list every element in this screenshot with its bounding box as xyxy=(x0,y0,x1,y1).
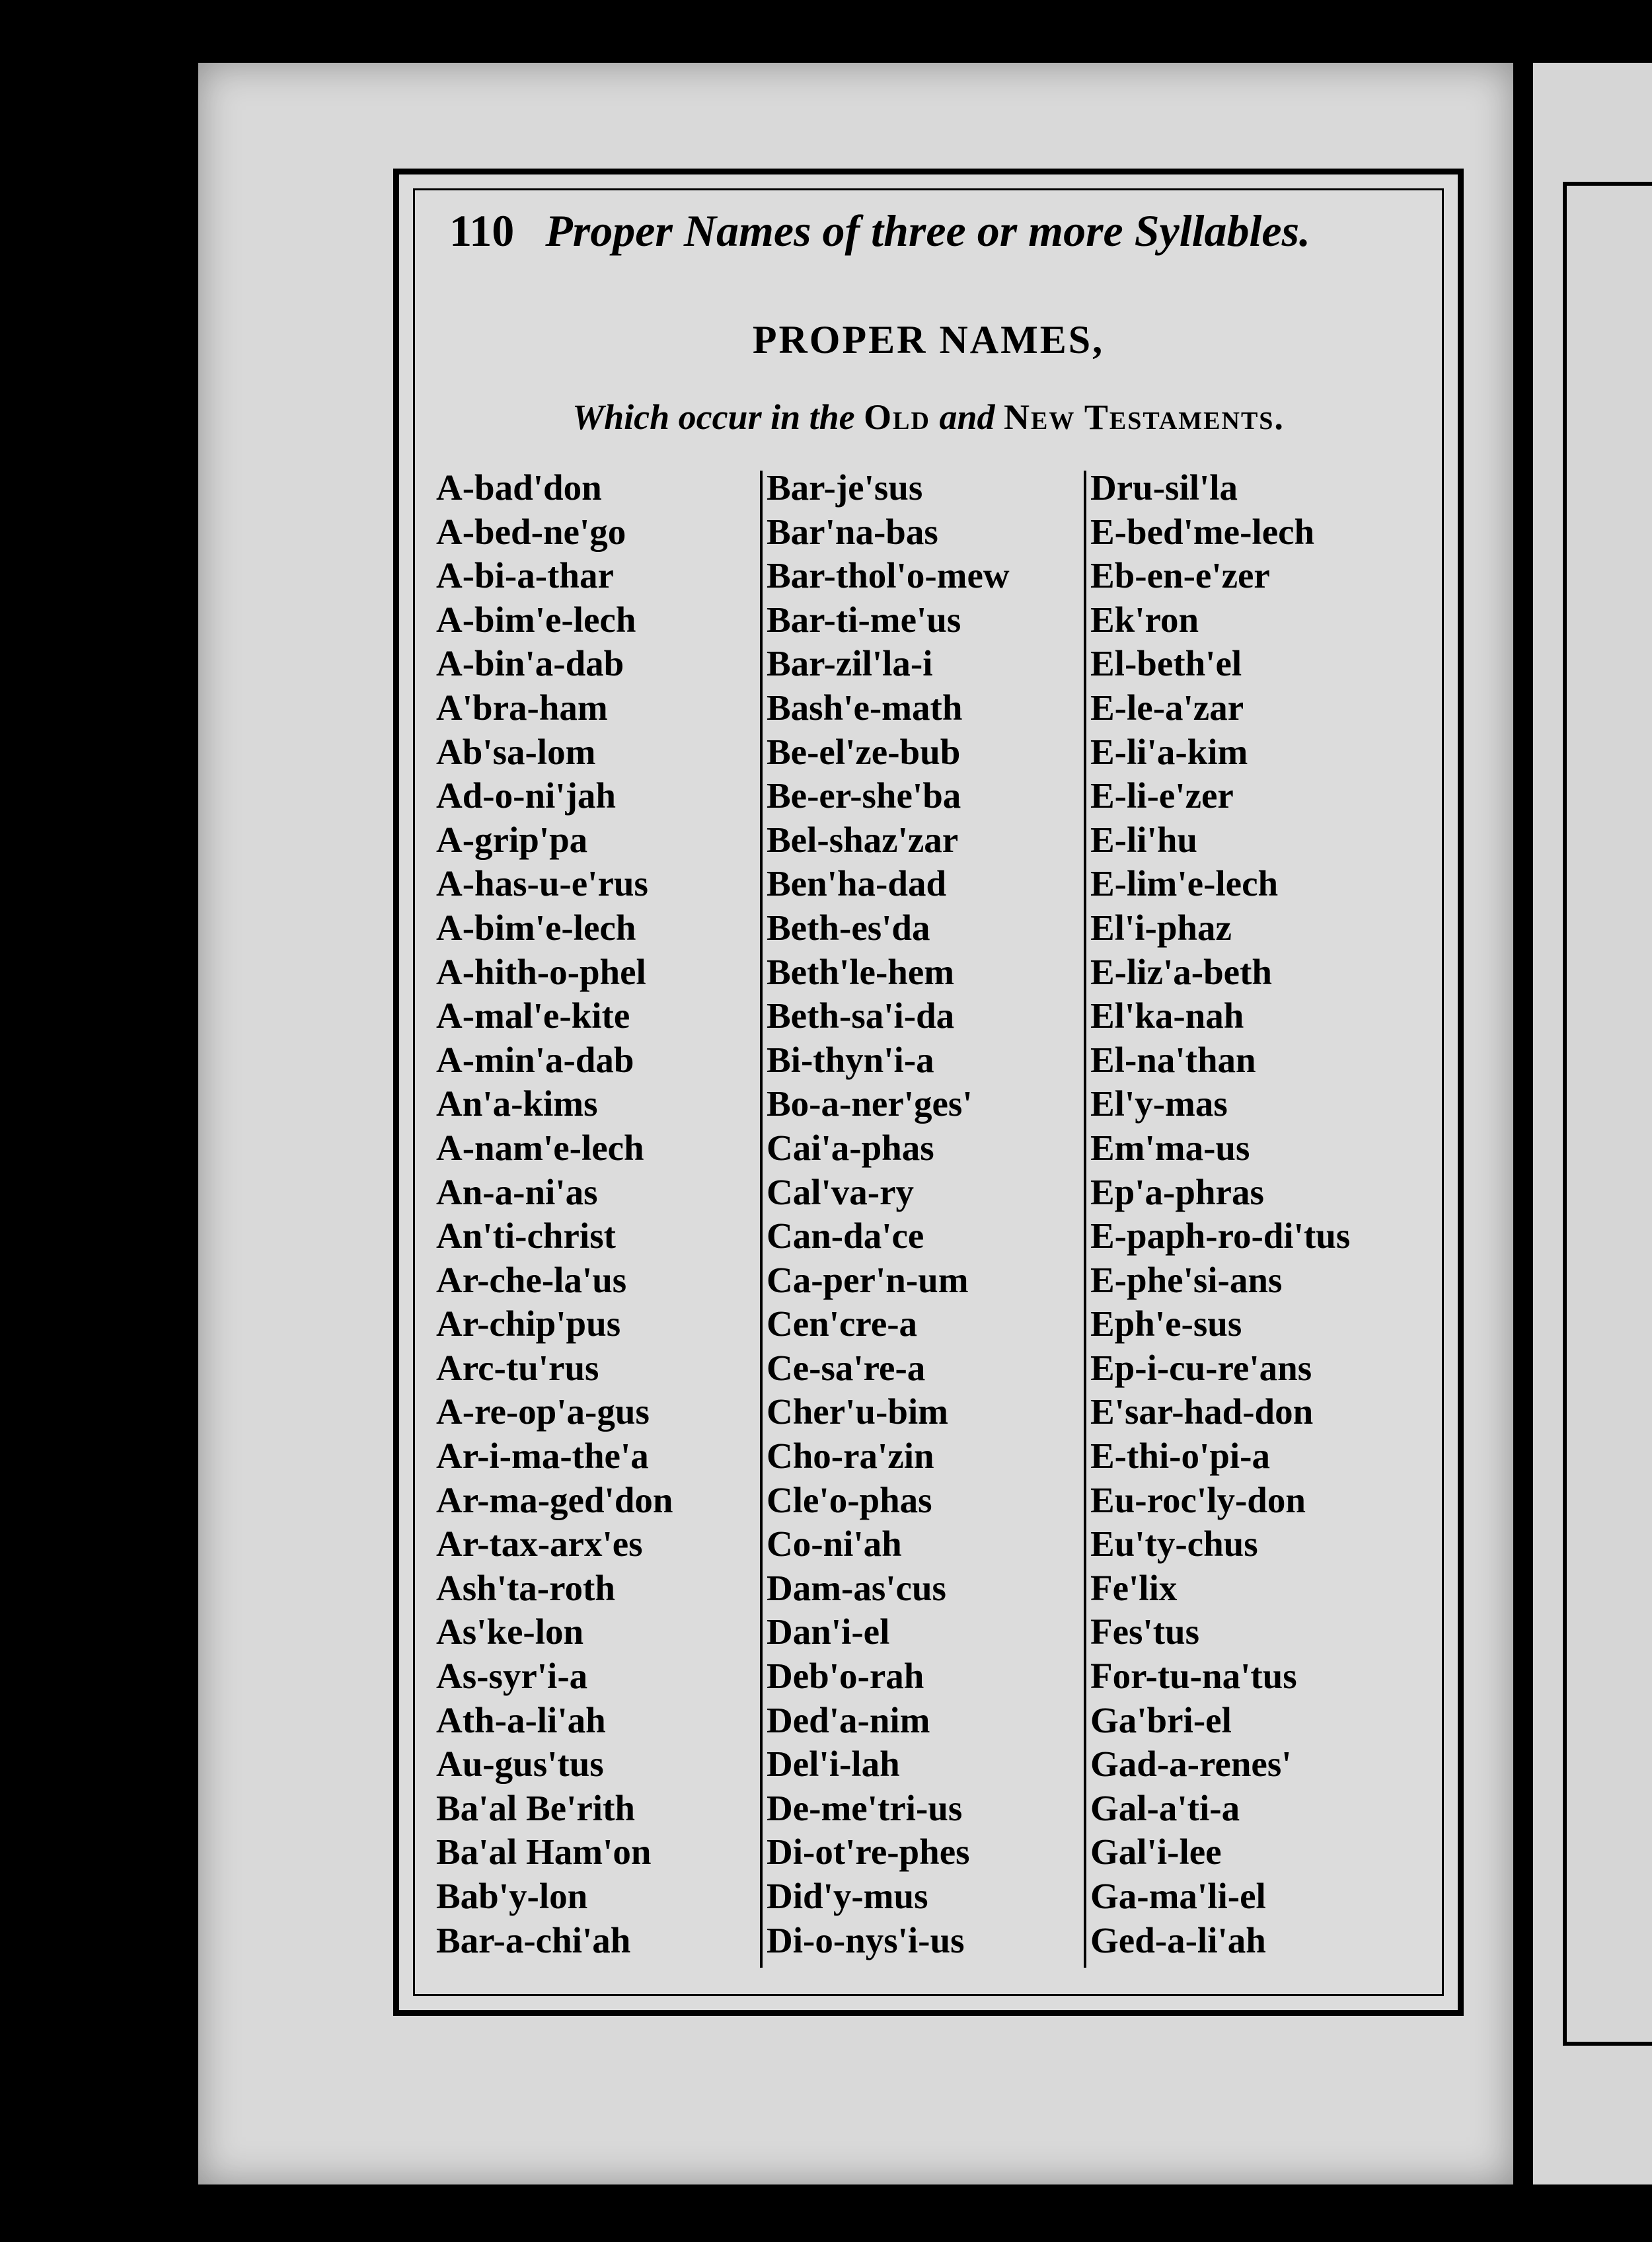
name-entry: A-nam'e-lech xyxy=(436,1127,644,1168)
name-entry: Ath-a-li'ah xyxy=(436,1699,606,1740)
name-entry: A-bim'e-lech xyxy=(436,599,636,640)
right-page-fragment: Ha- xyxy=(50,656,103,697)
right-page-fragment: Jeb' xyxy=(50,1317,104,1357)
right-page-fragment: Hil- xyxy=(50,1009,107,1049)
name-entry: Arc-tu'rus xyxy=(436,1347,599,1388)
right-page-fragment: Je-h xyxy=(50,1405,109,1446)
name-entry: E-bed'me-lech xyxy=(1090,511,1315,552)
names-column-1 xyxy=(436,466,673,1962)
right-page-fragment: Ha- xyxy=(50,568,103,609)
name-entry: Gad-a-renes' xyxy=(1090,1744,1292,1785)
right-page-fragment: Jed- xyxy=(50,1361,109,1401)
name-entry: Ep-i-cu-re'ans xyxy=(1090,1347,1312,1388)
right-page-fragment: Je-p xyxy=(50,1669,109,1709)
right-page-fragment: Hi- xyxy=(50,965,97,1005)
name-entry: A-bin'a-dab xyxy=(436,643,624,684)
name-entry: E-li'a-kim xyxy=(1090,731,1248,772)
name-entry: A-grip'pa xyxy=(436,819,588,860)
name-entry: E-li'hu xyxy=(1090,819,1198,860)
right-page-fragment: Je-r xyxy=(50,1845,103,1885)
right-page-fragment: Ho- xyxy=(50,1097,105,1137)
name-entry: Dam-as'cus xyxy=(767,1567,946,1608)
name-entry: Deb'o-rah xyxy=(767,1656,924,1697)
name-entry: A-mal'e-kite xyxy=(436,995,630,1036)
right-page-fragment: Har xyxy=(50,745,103,785)
right-page-fragment: Hal xyxy=(50,613,101,653)
name-entry: Ar-tax-arx'es xyxy=(436,1524,643,1565)
name-entry: Ar-chip'pus xyxy=(436,1303,621,1344)
name-entry: Ged-a-li'ah xyxy=(1090,1919,1266,1960)
name-entry: Bar-thol'o-mew xyxy=(767,555,1010,596)
name-entry: Dan'i-el xyxy=(767,1611,890,1652)
name-entry: Bab'y-lon xyxy=(436,1876,588,1916)
right-page xyxy=(1533,63,1652,2184)
column-rule xyxy=(760,471,763,1968)
right-page-fragment: Id-u xyxy=(50,1273,109,1313)
name-entry: Co-ni'ah xyxy=(767,1524,902,1565)
name-entry: An'ti-christ xyxy=(436,1216,616,1256)
name-entry: Ded'a-nim xyxy=(767,1699,930,1740)
name-entry: El-na'than xyxy=(1090,1039,1256,1080)
right-page-fragment: Je-h xyxy=(50,1537,109,1577)
right-page-fragment: Gib xyxy=(50,348,103,389)
name-entry: Bar-zil'la-i xyxy=(767,643,933,684)
right-page-fragment: Je-h xyxy=(50,1493,109,1533)
name-entry: Cal'va-ry xyxy=(767,1171,915,1212)
name-entry: Bar-ti-me'us xyxy=(767,599,961,640)
name-entry: Cle'o-phas xyxy=(767,1479,932,1520)
name-entry: Cai'a-phas xyxy=(767,1127,934,1168)
names-column-3 xyxy=(1090,466,1350,1962)
name-entry: Ba'al Ham'on xyxy=(436,1832,652,1873)
right-page-fragment: Ger xyxy=(50,305,103,345)
running-title: Proper Names of three or more Syllables. xyxy=(545,206,1311,256)
subheading-testaments: Testaments. xyxy=(1084,397,1285,437)
name-entry: Cho-ra'zin xyxy=(767,1436,934,1477)
name-entry: A-bi-a-thar xyxy=(436,555,614,596)
name-entry: Eu-roc'ly-don xyxy=(1090,1479,1306,1520)
name-entry: Di-o-nys'i-us xyxy=(767,1919,965,1960)
subheading-new: New xyxy=(1003,397,1076,437)
book-spine xyxy=(1513,40,1533,2242)
name-entry: E'sar-had-don xyxy=(1090,1391,1314,1432)
right-page-frame xyxy=(1563,182,1652,2046)
name-entry: E-lim'e-lech xyxy=(1090,863,1279,904)
name-entry: Em'ma-us xyxy=(1090,1127,1250,1168)
subheading-old: Old xyxy=(864,397,930,437)
name-entry: Ar-i-ma-the'a xyxy=(436,1436,649,1477)
name-entry: Gal-a'ti-a xyxy=(1090,1787,1240,1828)
subheading-prefix: Which occur in the xyxy=(572,397,855,437)
name-entry: Ar-che-la'us xyxy=(436,1259,627,1300)
name-entry: Gal'i-lee xyxy=(1090,1832,1222,1873)
right-page-fragment: Hez xyxy=(50,921,107,961)
name-entry: Ce-sa're-a xyxy=(767,1347,926,1388)
name-entry: Bar'na-bas xyxy=(767,511,938,552)
running-head xyxy=(449,205,1310,257)
name-entry: Can-da'ce xyxy=(767,1216,924,1256)
name-entry: For-tu-na'tus xyxy=(1090,1656,1297,1697)
name-entry: Ad-o-ni'jah xyxy=(436,775,616,816)
name-entry: Fe'lix xyxy=(1090,1567,1178,1608)
name-entry: Eph'e-sus xyxy=(1090,1303,1242,1344)
right-page-fragment: Hor xyxy=(50,1053,105,1093)
name-entry: A-bim'e-lech xyxy=(436,907,636,948)
right-page-fragment: Je-h xyxy=(50,1581,109,1621)
name-entry: Did'y-mus xyxy=(767,1876,928,1916)
name-entry: Ar-ma-ged'don xyxy=(436,1479,673,1520)
name-entry: Fes'tus xyxy=(1090,1611,1199,1652)
name-entry: Beth-sa'i-da xyxy=(767,995,955,1036)
names-column-2 xyxy=(767,466,1010,1962)
right-page-name-fragments xyxy=(50,215,111,1888)
right-page-fragment: Jer' xyxy=(50,1757,98,1797)
right-page-fragment: Her xyxy=(50,833,103,873)
name-entry: As-syr'i-a xyxy=(436,1656,588,1697)
name-entry: Del'i-lah xyxy=(767,1744,900,1785)
name-entry: A-bed-ne'go xyxy=(436,511,626,552)
name-entry: Ab'sa-lom xyxy=(436,731,596,772)
name-entry: An-a-ni'as xyxy=(436,1171,598,1212)
name-entry: Be-er-she'ba xyxy=(767,775,961,816)
name-entry: A-bad'don xyxy=(436,467,602,508)
name-entry: Au-gus'tus xyxy=(436,1744,604,1785)
subheading-and: and xyxy=(939,397,995,437)
right-page-fragment: Hy- xyxy=(50,1141,105,1181)
right-page-fragment: He- xyxy=(50,876,103,917)
name-entry: Ca-per'n-um xyxy=(767,1259,969,1300)
name-entry: E-li-e'zer xyxy=(1090,775,1234,816)
right-page-fragment: Ich' xyxy=(50,1229,102,1269)
name-entry: Di-ot're-phes xyxy=(767,1832,970,1873)
name-entry: E-phe'si-ans xyxy=(1090,1259,1283,1300)
right-page-fragment: Jer- xyxy=(50,1713,102,1754)
name-entry: A-hith-o-phel xyxy=(436,951,646,992)
right-page-fragment: Gid xyxy=(50,393,103,433)
right-page-fragment: Ja-a xyxy=(50,1185,107,1225)
name-entry: Ep'a-phras xyxy=(1090,1171,1264,1212)
right-page-fragment: Je-h xyxy=(50,1625,109,1665)
name-entry: E-paph-ro-di'tus xyxy=(1090,1216,1351,1256)
name-entry: El'y-mas xyxy=(1090,1083,1228,1124)
name-entry: Bi-thyn'i-a xyxy=(767,1039,934,1080)
name-entry: Beth'le-hem xyxy=(767,951,955,992)
name-entry: Cher'u-bim xyxy=(767,1391,948,1432)
name-entry: Ek'ron xyxy=(1090,599,1199,640)
name-entry: De-me'tri-us xyxy=(767,1787,963,1828)
right-page-fragment: Han xyxy=(50,701,109,741)
name-entry: Ben'ha-dad xyxy=(767,863,947,904)
name-entry: Cen'cre-a xyxy=(767,1303,918,1344)
right-page-fragment: Gol xyxy=(50,436,103,477)
right-page-fragment: Had xyxy=(50,525,109,565)
name-entry: Ga-ma'li-el xyxy=(1090,1876,1266,1916)
name-entry: A-re-op'a-gus xyxy=(436,1391,650,1432)
name-entry: Ash'ta-roth xyxy=(436,1567,615,1608)
name-entry: Ga'bri-el xyxy=(1090,1699,1232,1740)
right-page-fragment: Ge- xyxy=(50,217,103,256)
right-page-fragment: Jer- xyxy=(50,1801,102,1841)
name-entry: E-thi-o'pi-a xyxy=(1090,1436,1270,1477)
column-rule xyxy=(1084,471,1086,1968)
name-entry: E-le-a'zar xyxy=(1090,687,1244,728)
name-entry: An'a-kims xyxy=(436,1083,598,1124)
name-entry: Bel-shaz'zar xyxy=(767,819,959,860)
name-entry: Bar-je'sus xyxy=(767,467,923,508)
name-entry: Beth-es'da xyxy=(767,907,930,948)
name-entry: Bar-a-chi'ah xyxy=(436,1919,631,1960)
right-page-fragment: Haz xyxy=(50,789,107,829)
name-entry: E-liz'a-beth xyxy=(1090,951,1272,992)
name-entry: A-has-u-e'rus xyxy=(436,863,648,904)
name-entry: Dru-sil'la xyxy=(1090,467,1238,508)
name-entry: Bo-a-ner'ges' xyxy=(767,1083,973,1124)
name-entry: A-min'a-dab xyxy=(436,1039,634,1080)
name-entry: Eu'ty-chus xyxy=(1090,1524,1258,1565)
right-page-fragment: Ger xyxy=(50,260,103,301)
name-entry: Bash'e-math xyxy=(767,687,963,728)
section-subheading xyxy=(413,397,1444,438)
section-heading: PROPER NAMES, xyxy=(752,318,1105,362)
name-entry: A'bra-ham xyxy=(436,687,608,728)
name-entry: Eb-en-e'zer xyxy=(1090,555,1270,596)
right-page-fragment: Go- xyxy=(50,481,105,521)
name-entry: El'ka-nah xyxy=(1090,995,1244,1036)
name-entry: Be-el'ze-bub xyxy=(767,731,961,772)
name-entry: El'i-phaz xyxy=(1090,907,1232,948)
name-entry: As'ke-lon xyxy=(436,1611,584,1652)
right-page-fragment: Jo-h xyxy=(50,1449,111,1489)
name-entry: Ba'al Be'rith xyxy=(436,1787,635,1828)
name-entry: El-beth'el xyxy=(1090,643,1242,684)
page-number: 110 xyxy=(449,206,515,256)
